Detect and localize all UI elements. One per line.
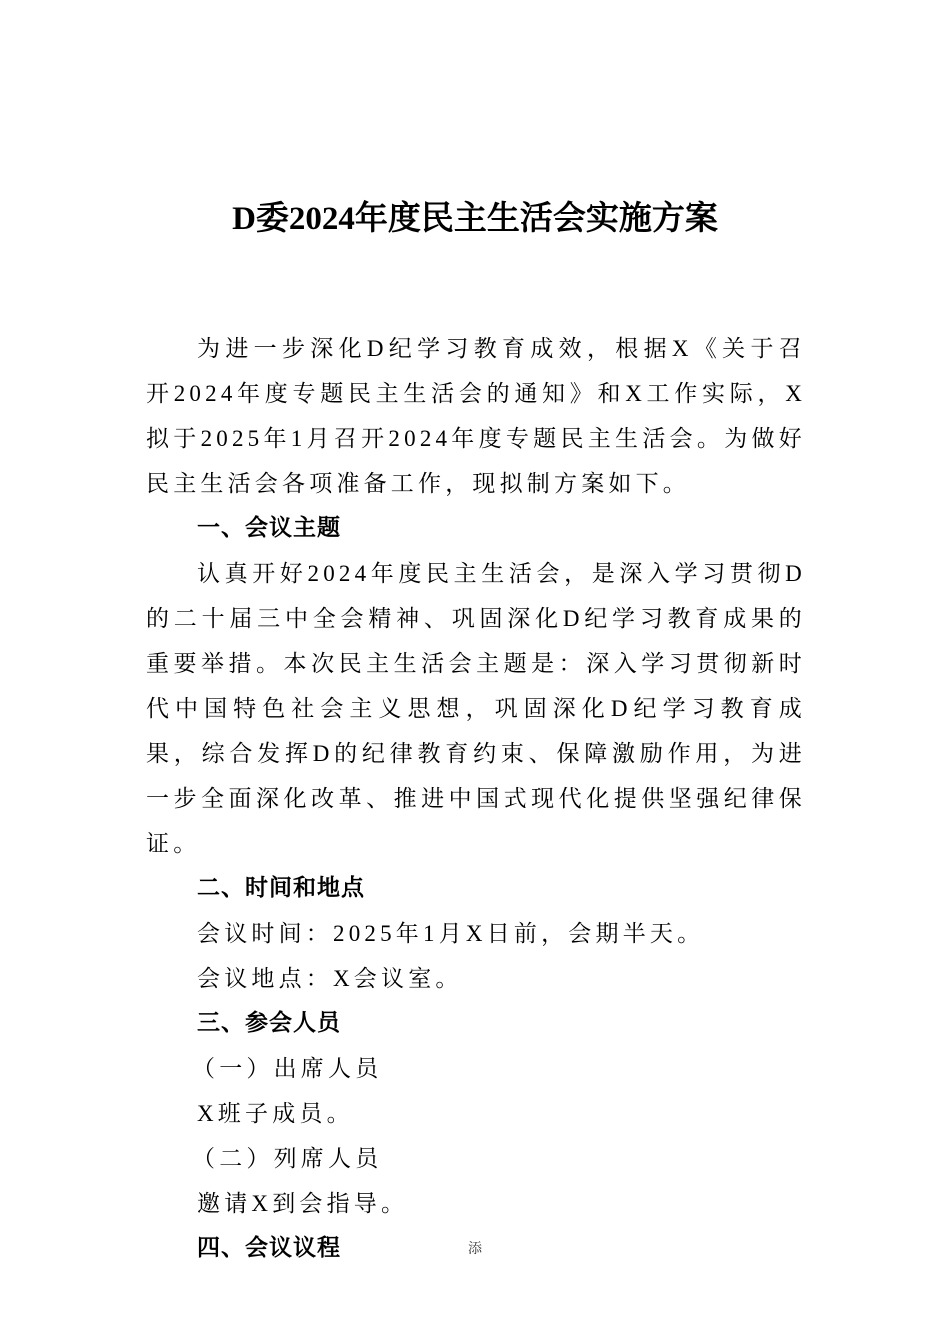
meeting-place: 会议地点：X会议室。 (197, 966, 463, 991)
subsection-attending: （一）出席人员 (192, 1056, 383, 1081)
theme-paragraph: 认真开好2024年度民主生活会，是深入学习贯彻D的二十届三中全会精神、巩固深化D纪学习教育成果的重要举措。本次民主生活会主题是：深入学习贯彻新时代中国特色社会主义思想，巩固深化D纪学习教育成果，综合发挥D的纪律教育约束、保障激励作用，为进一步全面深化改革、推进中国式现代化提供坚强纪律保证。 (146, 561, 806, 856)
attending-content: X班子成员。 (197, 1101, 354, 1126)
footer-mark: 添 (468, 1242, 482, 1257)
section-heading-attendees: 三、参会人员 (197, 1010, 341, 1036)
meeting-time: 会议时间：2025年1月X日前，会期半天。 (197, 921, 705, 946)
section-heading-time-place: 二、时间和地点 (197, 875, 365, 901)
document-body (146, 326, 806, 1271)
document-title: D委2024年度民主生活会实施方案 (232, 201, 718, 237)
observers-content: 邀请X到会指导。 (197, 1191, 409, 1216)
section-heading-agenda: 四、会议议程 (197, 1235, 341, 1261)
subsection-observers: （二）列席人员 (192, 1146, 383, 1171)
section-heading-theme: 一、会议主题 (197, 515, 341, 541)
intro-paragraph: 为进一步深化D纪学习教育成效，根据X《关于召开2024年度专题民主生活会的通知》和X工作实际，X拟于2025年1月召开2024年度专题民主生活会。为做好民主生活会各项准备工作，现拟制方案如下。 (146, 336, 806, 496)
